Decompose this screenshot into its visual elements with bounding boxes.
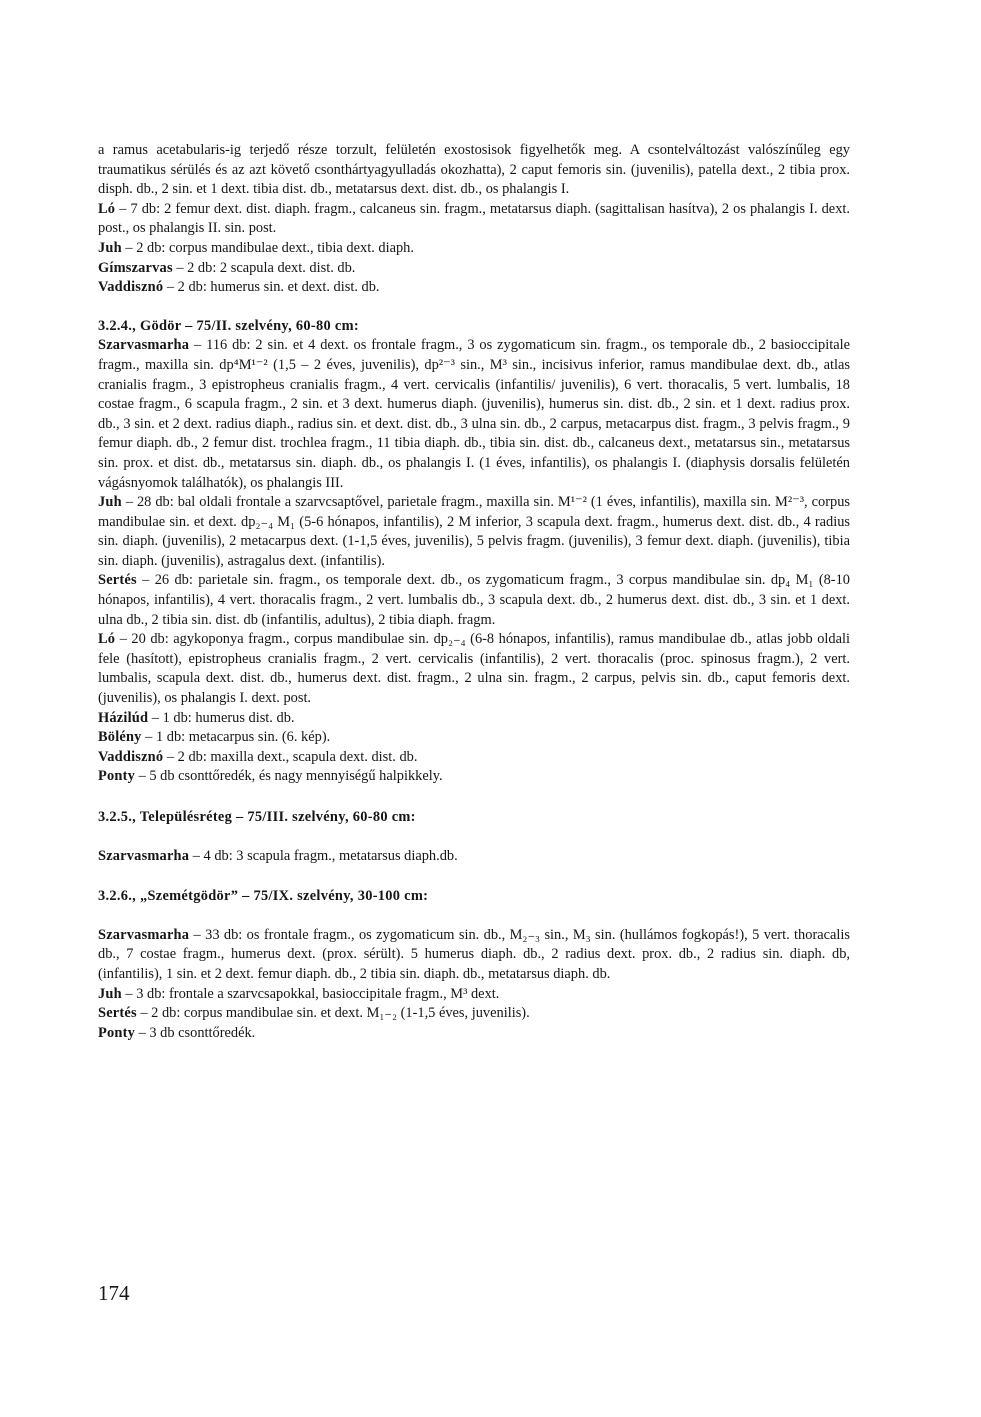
page-number: 174: [98, 1281, 130, 1305]
entry-juh: Juh – 28 db: bal oldali frontale a szarvcsaptővel, parietale fragm., maxilla sin. M¹⁻² (1 éves, infantilis), maxilla sin. M²⁻³, corpus mandibulae sin. et dext. dp₂₋₄ M₁ (5-6 hónapos, infantilis), 2 M inferior, 3 scapula dext. fragm., humerus dext. dist. db., 4 radius sin. diaph. (juvenilis), 2 metacarpus dext. (1-1,5 éves, juvenilis), 5 pelvis fragm. (juvenilis), 3 femur dext. diaph. (juvenilis), tibia sin. diaph. (juvenilis), astragalus dext. (infantilis).: [98, 494, 850, 569]
animal-name: Sertés: [98, 1005, 137, 1022]
entry-szarvasmarha: Szarvasmarha – 4 db: 3 scapula fragm., metatarsus diaph.db.: [98, 847, 458, 864]
animal-name: Házilúd: [98, 709, 149, 726]
entry-ponty: Ponty – 5 db csonttőredék, és nagy mennyiségű halpikkely.: [98, 768, 443, 785]
entry-szarvasmarha: Szarvasmarha – 116 db: 2 sin. et 4 dext. os frontale fragm., 3 os zygomaticum sin. fragm., os temporale db., 2 basioccipitale fragm., maxilla sin. dp⁴M¹⁻² (1,5 – 2 éves, juvenilis), dp²⁻³ sin., M³ sin., incisivus inferior, ramus mandibulae dext. db., atlas cranialis fragm., 3 epistropheus cranialis fragm., 4 vert. cervicalis (infantilis/ juvenilis), 6 vert. thoracalis, 5 vert. lumbalis, 18 costae fragm., 6 scapula fragm., 2 sin. et 3 dext. humerus diaph. (juvenilis), humerus sin. dist. db., 2 sin. et 1 dext. radius prox. db., 3 sin. et 2 dext. radius diaph., radius sin. et dext. dist. db., 3 ulna sin. db., 2 carpus, metacarpus dist. fragm., 3 pelvis fragm., 9 femur diaph. db., 2 femur dist. trochlea fragm., 11 tibia diaph. db., tibia sin. dist. db., calcaneus dext., metatarsus sin., metatarsus sin. prox. et dist. db., metatarsus sin. diaph. db., os phalangis I. (1 éves, infantilis), os phalangis I. (diaphysis dorsalis felületén vágásnyomok találhatók), os phalangis III.: [98, 337, 850, 491]
section-heading-324: 3.2.4., Gödör – 75/II. szelvény, 60-80 cm:: [98, 317, 359, 334]
entry-juh: Juh – 3 db: frontale a szarvcsapokkal, basioccipitale fragm., M³ dext.: [98, 985, 500, 1002]
entry-ponty: Ponty – 3 db csonttőredék.: [98, 1024, 256, 1041]
animal-name: Bölény: [98, 729, 142, 746]
entry-juh: Juh – 2 db: corpus mandibulae dext., tibia dext. diaph.: [98, 239, 414, 256]
entry-lo: Ló – 7 db: 2 femur dext. dist. diaph. fragm., calcaneus sin. fragm., metatarsus diaph. (sagittalisan hasítva), 2 os phalangis I. dext. post., os phalangis II. sin. post.: [98, 200, 850, 237]
entry-lo: Ló – 20 db: agykoponya fragm., corpus mandibulae sin. dp₂₋₄ (6-8 hónapos, infantilis), ramus mandibulae db., atlas jobb oldali fele (hasított), epistropheus cranialis fragm., 2 vert. cervicalis (infantilis), 2 vert. thoracalis (proc. spinosus fragm.), 2 vert. lumbalis, scapula dext. dist. db., humerus dext. dist. fragm., 2 ulna sin. fragm., 2 carpus, pelvis sin. db., caput femoris dext. (juvenilis), os phalangis I. dext. post.: [98, 631, 850, 707]
animal-name: Vaddisznó: [98, 279, 164, 296]
entry-boleny: Bölény – 1 db: metacarpus sin. (6. kép).: [98, 729, 331, 746]
entry-sertes: Sertés – 2 db: corpus mandibulae sin. et dext. M₁₋₂ (1-1,5 éves, juvenilis).: [98, 1005, 530, 1022]
entry-vaddiszno: Vaddisznó – 2 db: humerus sin. et dext. dist. db.: [98, 279, 380, 296]
animal-name: Szarvasmarha: [98, 847, 190, 864]
entry-szarvasmarha: Szarvasmarha – 33 db: os frontale fragm., os zygomaticum sin. db., M₂₋₃ sin., M₃ sin. (hullámos fogkopás!), 5 vert. thoracalis db., 7 costae fragm., humerus dext. (prox. sérült). 5 humerus diaph. db., 2 radius dext. prox. db., 2 radius sin. diaph. db, (infantilis), 1 sin. et 2 dext. femur diaph. db., 2 tibia sin. diaph. db., metatarsus diaph. db.: [98, 926, 850, 982]
entry-sertes: Sertés – 26 db: parietale sin. fragm., os temporale dext. db., os zygomaticum fragm., 3 corpus mandibulae sin. dp₄ M₁ (8-10 hónapos, infantilis), 4 vert. thoracalis fragm., 2 vert. lumbalis db., 3 scapula dext. db., 2 humerus dext. dist. db., 3 sin. et 1 dext. ulna db., 2 tibia sin. dist. db (infantilis, adultus), 2 tibia diaph. fragm.: [98, 572, 850, 628]
animal-name: Ponty: [98, 1024, 135, 1041]
paragraph-continuation: a ramus acetabularis-ig terjedő része torzult, felületén exostosisok figyelhetők meg. A csontelváltozást valószínűleg egy traumatikus sérülés és az azt követő csonthártyagyulladás okozhatta), 2 caput femoris sin. (juvenilis), patella dext., 2 tibia prox. disph. db., 2 sin. et 1 dext. tibia dist. db., metatarsus dext. dist. db., os phalangis I.: [98, 142, 850, 198]
section-heading-326: 3.2.6., „Szemétgödör” – 75/IX. szelvény, 30-100 cm:: [98, 888, 429, 905]
animal-name: Juh: [98, 985, 122, 1002]
animal-name: Ló: [98, 200, 116, 217]
entry-haziltud: Házilúd – 1 db: humerus dist. db.: [98, 709, 295, 726]
animal-name: Vaddisznó: [98, 748, 164, 765]
animal-name: Szarvasmarha: [98, 926, 190, 943]
entry-gimszarvas: Gímszarvas – 2 db: 2 scapula dext. dist. db.: [98, 259, 356, 276]
animal-name: Ponty: [98, 768, 135, 785]
animal-name: Szarvasmarha: [98, 337, 190, 354]
body-text: [98, 141, 850, 1043]
animal-name: Gímszarvas: [98, 259, 173, 276]
animal-name: Juh: [98, 239, 122, 256]
animal-name: Ló: [98, 631, 116, 648]
entry-vaddiszno: Vaddisznó – 2 db: maxilla dext., scapula dext. dist. db.: [98, 748, 418, 765]
animal-name: Sertés: [98, 572, 137, 589]
section-heading-325: 3.2.5., Településréteg – 75/III. szelvény, 60-80 cm:: [98, 809, 416, 825]
animal-name: Juh: [98, 494, 122, 511]
